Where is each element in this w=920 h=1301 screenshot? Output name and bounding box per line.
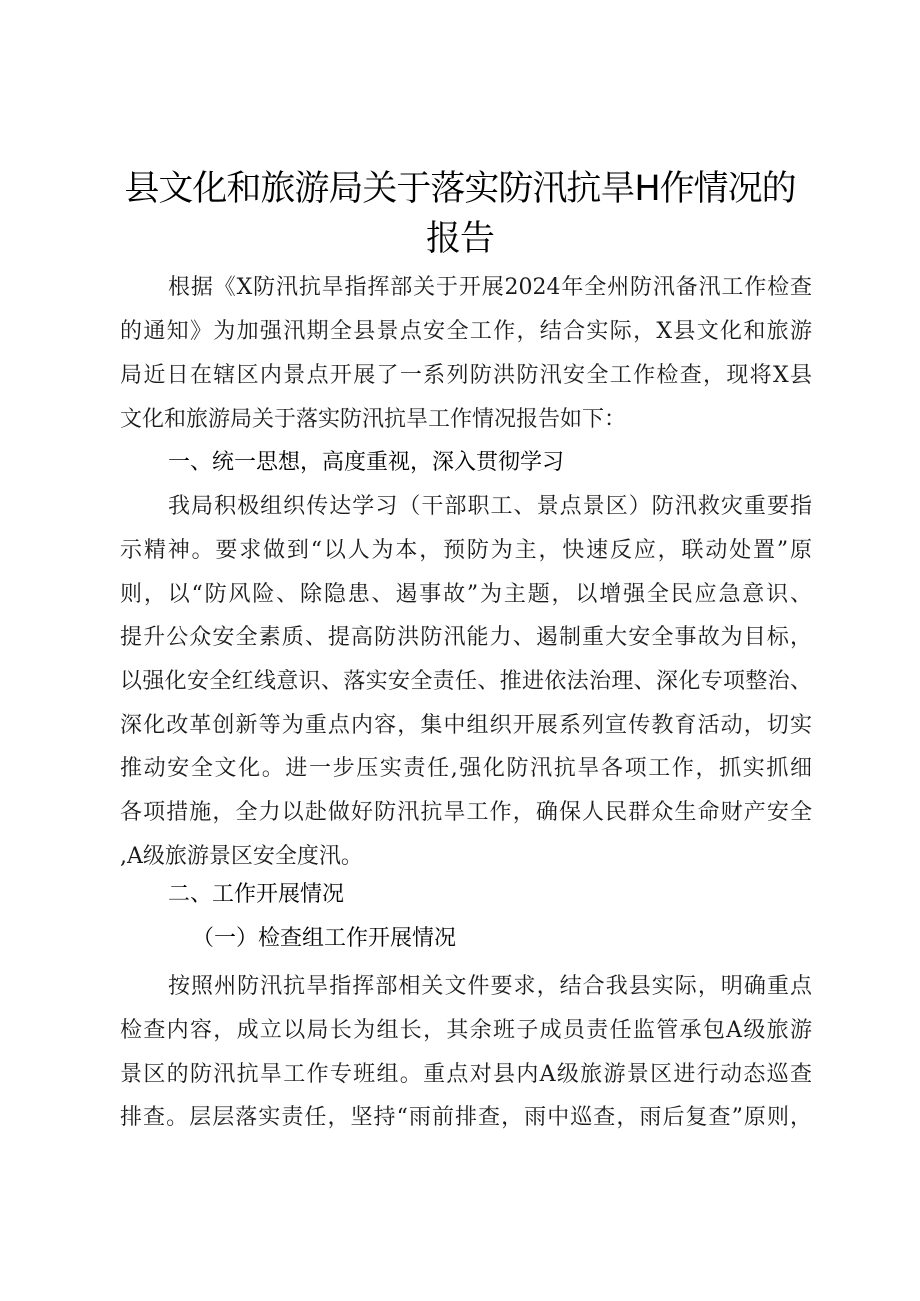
intro-line: 根据《X防汛抗旱指挥部关于开展2024年全州防汛备汛工作检查: [168, 275, 812, 300]
intro-line: 文化和旅游局关于落实防汛抗旱工作情况报告如下：: [120, 407, 627, 432]
intro-line: 局近日在辖区内景点开展了一系列防洪防汛安全工作检查，现将X县: [120, 363, 812, 388]
body-line: 我局积极组织传达学习（干部职工、景点景区）防汛救灾重要指: [168, 494, 812, 519]
body-line: 深化改革创新等为重点内容，集中组织开展系列宣传教育活动，切实: [120, 713, 812, 738]
document-title-line-1: 县文化和旅游局关于落实防汛抗旱H作情况的: [124, 169, 796, 209]
body-line: 景区的防汛抗旱工作专班组。重点对县内A级旅游景区进行动态巡查: [120, 1062, 812, 1087]
body-line: 示精神。要求做到“以人为本，预防为主，快速反应，联动处置”原: [120, 538, 812, 563]
body-line: 提升公众安全素质、提高防洪防汛能力、遏制重大安全事故为目标，: [120, 625, 812, 650]
body-line: 按照州防汛抗旱指挥部相关文件要求，结合我县实际，明确重点: [168, 974, 812, 999]
document-title-line-2: 报告: [425, 219, 494, 259]
body-line: 检查内容，成立以局长为组长，其余班子成员责任监管承包A级旅游: [120, 1018, 812, 1043]
body-line: ,A级旅游景区安全度汛。: [120, 844, 363, 869]
body-line: 各项措施，全力以赴做好防汛抗旱工作，确保人民群众生命财产安全: [120, 800, 812, 825]
subsection-heading: （一）检查组工作开展情况: [192, 926, 457, 951]
section-heading: 一、统一思想，高度重视，深入贯彻学习: [168, 450, 565, 475]
section-heading: 二、工作开展情况: [168, 882, 345, 907]
intro-line: 的通知》为加强汛期全县景点安全工作，结合实际，X县文化和旅游: [120, 319, 812, 344]
body-line: 排查。层层落实责任，坚持“雨前排查，雨中巡查，雨后复查”原则，: [120, 1105, 812, 1130]
body-line: 推动安全文化。进一步压实责任,强化防汛抗旱各项工作，抓实抓细: [120, 756, 812, 781]
body-line: 则，以“防风险、除隐患、遏事故”为主题，以增强全民应急意识、: [120, 582, 812, 607]
body-line: 以强化安全红线意识、落实安全责任、推进依法治理、深化专项整治、: [120, 669, 812, 694]
